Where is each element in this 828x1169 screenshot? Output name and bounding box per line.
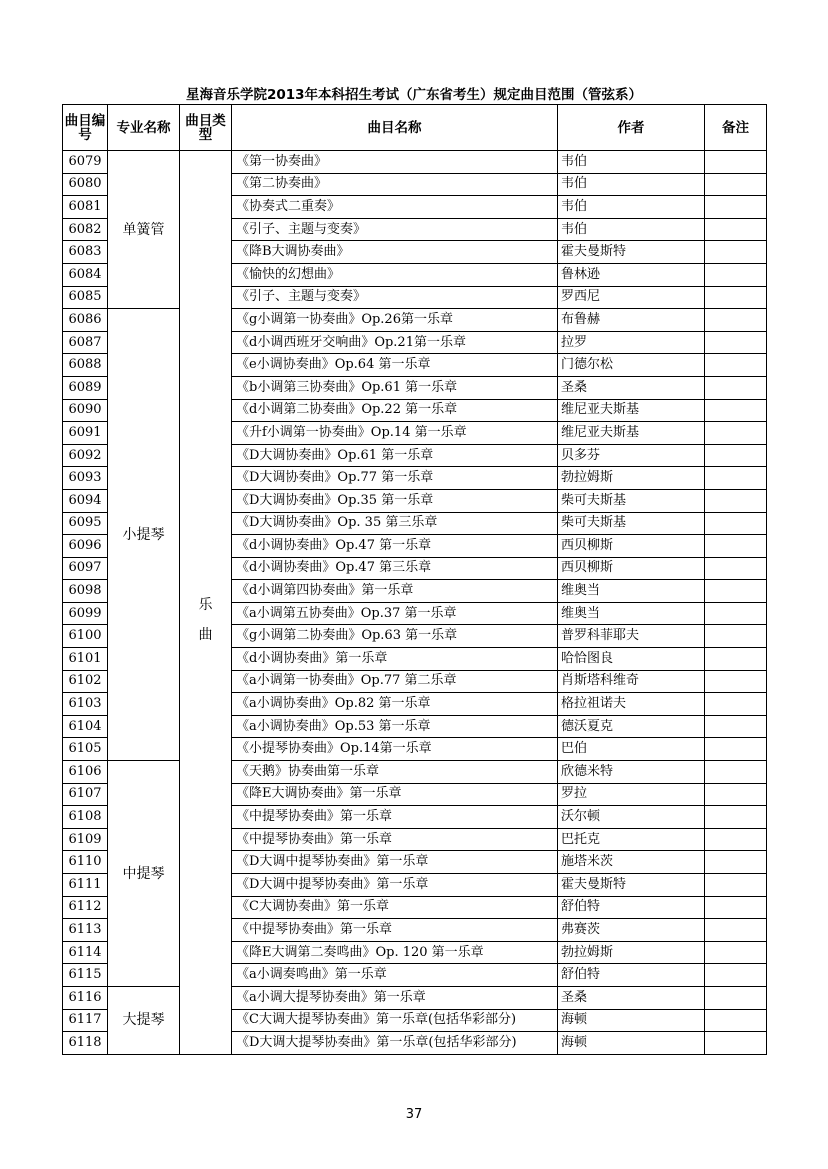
- piece-id: 6104: [63, 715, 108, 738]
- piece-id: 6095: [63, 512, 108, 535]
- piece-title: 《d小调第四协奏曲》第一乐章: [232, 580, 558, 603]
- notes-cell: [705, 986, 767, 1009]
- piece-title: 《第二协奏曲》: [232, 173, 558, 196]
- major-name: 中提琴: [108, 761, 180, 987]
- piece-id: 6114: [63, 941, 108, 964]
- notes-cell: [705, 399, 767, 422]
- piece-title: 《D大调协奏曲》Op.61 第一乐章: [232, 444, 558, 467]
- piece-title: 《d小调第二协奏曲》Op.22 第一乐章: [232, 399, 558, 422]
- piece-title: 《中提琴协奏曲》第一乐章: [232, 828, 558, 851]
- piece-id: 6097: [63, 557, 108, 580]
- header-major: 专业名称: [108, 105, 180, 151]
- notes-cell: [705, 151, 767, 174]
- repertoire-table: [62, 104, 767, 1055]
- piece-title: 《D大调协奏曲》Op.77 第一乐章: [232, 467, 558, 490]
- piece-id: 6106: [63, 761, 108, 784]
- piece-id: 6101: [63, 648, 108, 671]
- piece-id: 6086: [63, 309, 108, 332]
- piece-title: 《协奏式二重奏》: [232, 196, 558, 219]
- piece-title: 《升f小调第一协奏曲》Op.14 第一乐章: [232, 422, 558, 445]
- piece-title: 《a小调第一协奏曲》Op.77 第二乐章: [232, 670, 558, 693]
- table-row: [63, 761, 767, 784]
- piece-type: [180, 151, 232, 1055]
- piece-title: 《D大调中提琴协奏曲》第一乐章: [232, 851, 558, 874]
- notes-cell: [705, 602, 767, 625]
- piece-id: 6113: [63, 919, 108, 942]
- piece-title: 《C大调协奏曲》第一乐章: [232, 896, 558, 919]
- composer-name: 贝多芬: [558, 444, 705, 467]
- table-row: [63, 986, 767, 1009]
- piece-title: 《a小调奏鸣曲》第一乐章: [232, 964, 558, 987]
- notes-cell: [705, 354, 767, 377]
- notes-cell: [705, 512, 767, 535]
- notes-cell: [705, 919, 767, 942]
- notes-cell: [705, 806, 767, 829]
- major-name: 大提琴: [108, 986, 180, 1054]
- notes-cell: [705, 241, 767, 264]
- piece-title: 《小提琴协奏曲》Op.14第一乐章: [232, 738, 558, 761]
- notes-cell: [705, 1009, 767, 1032]
- page-number: 37: [405, 1107, 423, 1122]
- notes-cell: [705, 173, 767, 196]
- piece-id: 6116: [63, 986, 108, 1009]
- composer-name: 霍夫曼斯特: [558, 874, 705, 897]
- piece-title: 《天鹅》协奏曲第一乐章: [232, 761, 558, 784]
- notes-cell: [705, 715, 767, 738]
- notes-cell: [705, 738, 767, 761]
- composer-name: 海顿: [558, 1032, 705, 1055]
- notes-cell: [705, 218, 767, 241]
- composer-name: 海顿: [558, 1009, 705, 1032]
- piece-id: 6112: [63, 896, 108, 919]
- notes-cell: [705, 851, 767, 874]
- composer-name: 弗赛茨: [558, 919, 705, 942]
- piece-id: 6081: [63, 196, 108, 219]
- piece-id: 6100: [63, 625, 108, 648]
- piece-id: 6102: [63, 670, 108, 693]
- composer-name: 西贝柳斯: [558, 535, 705, 558]
- notes-cell: [705, 376, 767, 399]
- piece-id: 6103: [63, 693, 108, 716]
- notes-cell: [705, 467, 767, 490]
- piece-id: 6111: [63, 874, 108, 897]
- composer-name: 哈恰图良: [558, 648, 705, 671]
- composer-name: 勃拉姆斯: [558, 941, 705, 964]
- piece-id: 6092: [63, 444, 108, 467]
- piece-title: 《D大调中提琴协奏曲》第一乐章: [232, 874, 558, 897]
- piece-id: 6091: [63, 422, 108, 445]
- piece-id: 6080: [63, 173, 108, 196]
- composer-name: 勃拉姆斯: [558, 467, 705, 490]
- piece-title: 《降B大调协奏曲》: [232, 241, 558, 264]
- table-header-row: [63, 105, 767, 151]
- composer-name: 肖斯塔科维奇: [558, 670, 705, 693]
- notes-cell: [705, 309, 767, 332]
- piece-id: 6082: [63, 218, 108, 241]
- composer-name: 柴可夫斯基: [558, 512, 705, 535]
- piece-title: 《g小调第二协奏曲》Op.63 第一乐章: [232, 625, 558, 648]
- piece-id: 6079: [63, 151, 108, 174]
- piece-id: 6115: [63, 964, 108, 987]
- piece-title: 《b小调第三协奏曲》Op.61 第一乐章: [232, 376, 558, 399]
- composer-name: 普罗科菲耶夫: [558, 625, 705, 648]
- piece-id: 6117: [63, 1009, 108, 1032]
- table-body: [63, 151, 767, 1055]
- composer-name: 欣德米特: [558, 761, 705, 784]
- composer-name: 巴伯: [558, 738, 705, 761]
- major-name: 单簧管: [108, 151, 180, 309]
- piece-title: 《e小调协奏曲》Op.64 第一乐章: [232, 354, 558, 377]
- notes-cell: [705, 896, 767, 919]
- composer-name: 舒伯特: [558, 964, 705, 987]
- piece-title: 《a小调协奏曲》Op.53 第一乐章: [232, 715, 558, 738]
- notes-cell: [705, 580, 767, 603]
- piece-id: 6098: [63, 580, 108, 603]
- composer-name: 霍夫曼斯特: [558, 241, 705, 264]
- notes-cell: [705, 1032, 767, 1055]
- piece-title: 《第一协奏曲》: [232, 151, 558, 174]
- piece-id: 6108: [63, 806, 108, 829]
- piece-type-label: 乐曲: [198, 597, 213, 644]
- piece-title: 《降E大调第二奏鸣曲》Op. 120 第一乐章: [232, 941, 558, 964]
- notes-cell: [705, 941, 767, 964]
- table-row: [63, 309, 767, 332]
- piece-id: 6109: [63, 828, 108, 851]
- composer-name: 维尼亚夫斯基: [558, 399, 705, 422]
- piece-title: 《a小调协奏曲》Op.82 第一乐章: [232, 693, 558, 716]
- header-notes: 备注: [705, 105, 767, 151]
- piece-title: 《a小调第五协奏曲》Op.37 第一乐章: [232, 602, 558, 625]
- piece-title: 《引子、主题与变奏》: [232, 286, 558, 309]
- notes-cell: [705, 693, 767, 716]
- piece-id: 6099: [63, 602, 108, 625]
- notes-cell: [705, 535, 767, 558]
- composer-name: 韦伯: [558, 173, 705, 196]
- notes-cell: [705, 670, 767, 693]
- notes-cell: [705, 761, 767, 784]
- piece-title: 《D大调大提琴协奏曲》第一乐章(包括华彩部分): [232, 1032, 558, 1055]
- major-name: 小提琴: [108, 309, 180, 761]
- notes-cell: [705, 422, 767, 445]
- composer-name: 圣桑: [558, 376, 705, 399]
- composer-name: 德沃夏克: [558, 715, 705, 738]
- piece-title: 《C大调大提琴协奏曲》第一乐章(包括华彩部分): [232, 1009, 558, 1032]
- composer-name: 罗西尼: [558, 286, 705, 309]
- notes-cell: [705, 263, 767, 286]
- composer-name: 门德尔松: [558, 354, 705, 377]
- composer-name: 韦伯: [558, 196, 705, 219]
- piece-id: 6107: [63, 783, 108, 806]
- notes-cell: [705, 828, 767, 851]
- piece-title: 《降E大调协奏曲》第一乐章: [232, 783, 558, 806]
- composer-name: 巴托克: [558, 828, 705, 851]
- piece-title: 《g小调第一协奏曲》Op.26第一乐章: [232, 309, 558, 332]
- piece-title: 《d小调西班牙交响曲》Op.21第一乐章: [232, 331, 558, 354]
- composer-name: 维尼亚夫斯基: [558, 422, 705, 445]
- piece-title: 《d小调协奏曲》Op.47 第三乐章: [232, 557, 558, 580]
- piece-title: 《D大调协奏曲》Op.35 第一乐章: [232, 489, 558, 512]
- piece-id: 6089: [63, 376, 108, 399]
- piece-title: 《愉快的幻想曲》: [232, 263, 558, 286]
- composer-name: 维奥当: [558, 602, 705, 625]
- piece-id: 6094: [63, 489, 108, 512]
- piece-id: 6105: [63, 738, 108, 761]
- piece-id: 6083: [63, 241, 108, 264]
- notes-cell: [705, 196, 767, 219]
- composer-name: 罗拉: [558, 783, 705, 806]
- header-type: 曲目类型: [180, 105, 232, 151]
- composer-name: 鲁林逊: [558, 263, 705, 286]
- piece-title: 《a小调大提琴协奏曲》第一乐章: [232, 986, 558, 1009]
- notes-cell: [705, 783, 767, 806]
- piece-id: 6084: [63, 263, 108, 286]
- composer-name: 维奥当: [558, 580, 705, 603]
- header-id: 曲目编号: [63, 105, 108, 151]
- composer-name: 西贝柳斯: [558, 557, 705, 580]
- notes-cell: [705, 874, 767, 897]
- piece-title: 《d小调协奏曲》第一乐章: [232, 648, 558, 671]
- notes-cell: [705, 489, 767, 512]
- piece-id: 6090: [63, 399, 108, 422]
- composer-name: 拉罗: [558, 331, 705, 354]
- piece-id: 6118: [63, 1032, 108, 1055]
- piece-id: 6110: [63, 851, 108, 874]
- header-composer: 作者: [558, 105, 705, 151]
- piece-title: 《中提琴协奏曲》第一乐章: [232, 806, 558, 829]
- notes-cell: [705, 557, 767, 580]
- notes-cell: [705, 444, 767, 467]
- composer-name: 圣桑: [558, 986, 705, 1009]
- notes-cell: [705, 286, 767, 309]
- piece-id: 6088: [63, 354, 108, 377]
- composer-name: 施塔米茨: [558, 851, 705, 874]
- notes-cell: [705, 648, 767, 671]
- composer-name: 布鲁赫: [558, 309, 705, 332]
- composer-name: 韦伯: [558, 151, 705, 174]
- piece-id: 6096: [63, 535, 108, 558]
- piece-id: 6087: [63, 331, 108, 354]
- table-row: [63, 151, 767, 174]
- notes-cell: [705, 625, 767, 648]
- piece-id: 6093: [63, 467, 108, 490]
- composer-name: 格拉祖诺夫: [558, 693, 705, 716]
- piece-id: 6085: [63, 286, 108, 309]
- composer-name: 柴可夫斯基: [558, 489, 705, 512]
- piece-title: 《D大调协奏曲》Op. 35 第三乐章: [232, 512, 558, 535]
- piece-title: 《d小调协奏曲》Op.47 第一乐章: [232, 535, 558, 558]
- notes-cell: [705, 331, 767, 354]
- document-title: 星海音乐学院2013年本科招生考试（广东省考生）规定曲目范围（管弦系）: [185, 87, 643, 103]
- composer-name: 韦伯: [558, 218, 705, 241]
- composer-name: 舒伯特: [558, 896, 705, 919]
- piece-title: 《中提琴协奏曲》第一乐章: [232, 919, 558, 942]
- notes-cell: [705, 964, 767, 987]
- composer-name: 沃尔顿: [558, 806, 705, 829]
- header-piece: 曲目名称: [232, 105, 558, 151]
- piece-title: 《引子、主题与变奏》: [232, 218, 558, 241]
